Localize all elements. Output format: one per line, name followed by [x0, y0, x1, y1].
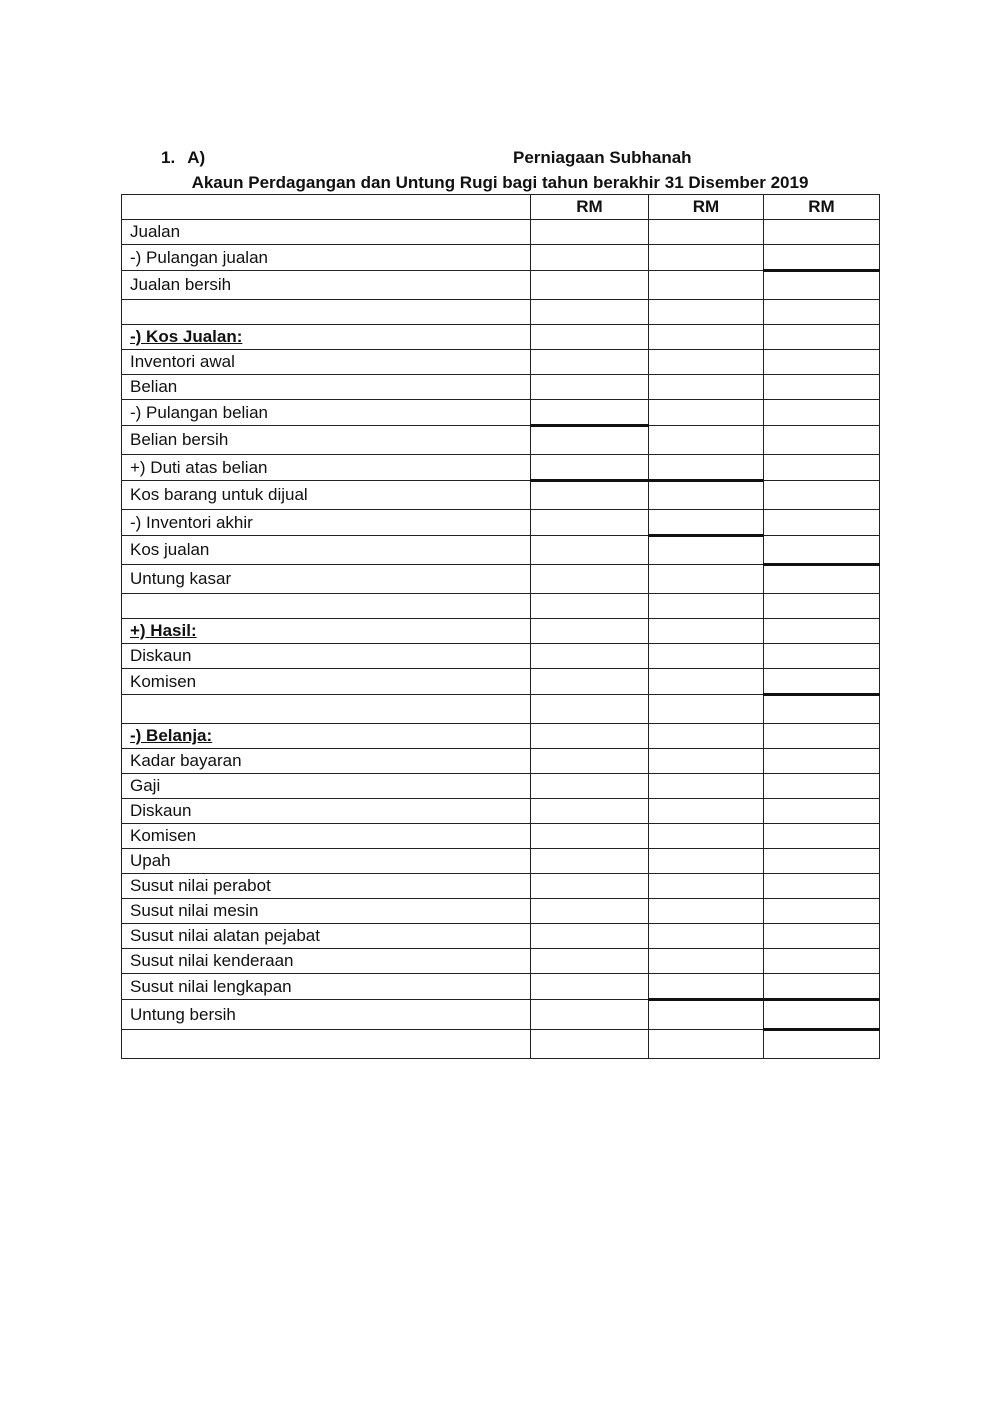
amount-cell[interactable]	[531, 245, 649, 271]
amount-cell[interactable]	[649, 220, 764, 245]
amount-cell[interactable]	[531, 849, 649, 874]
amount-cell[interactable]	[649, 594, 764, 619]
row-label: -) Pulangan belian	[122, 400, 531, 426]
amount-cell[interactable]	[764, 874, 880, 899]
amount-cell[interactable]	[764, 774, 880, 799]
table-row	[122, 400, 880, 426]
section-heading	[122, 325, 531, 350]
row-label: Jualan	[122, 220, 531, 245]
amount-cell[interactable]	[531, 565, 649, 594]
row-label: Untung bersih	[122, 1000, 531, 1030]
amount-cell[interactable]	[531, 949, 649, 974]
row-label: Susut nilai lengkapan	[122, 974, 531, 1000]
table-row	[122, 271, 880, 300]
amount-cell[interactable]	[531, 695, 649, 724]
amount-cell[interactable]	[649, 724, 764, 749]
amount-cell[interactable]	[764, 220, 880, 245]
question-number	[161, 148, 205, 168]
amount-cell[interactable]	[764, 536, 880, 565]
amount-cell[interactable]	[764, 924, 880, 949]
amount-cell[interactable]	[649, 426, 764, 455]
section-heading-label: -) Kos Jualan:	[130, 327, 243, 346]
amount-cell[interactable]	[531, 325, 649, 350]
amount-cell[interactable]	[531, 824, 649, 849]
row-label: Belian	[122, 375, 531, 400]
amount-cell[interactable]	[764, 695, 880, 724]
row-label: Untung kasar	[122, 565, 531, 594]
amount-cell[interactable]	[764, 245, 880, 271]
table-row	[122, 350, 880, 375]
row-label	[122, 1030, 531, 1059]
table-row	[122, 375, 880, 400]
amount-cell[interactable]	[531, 300, 649, 325]
row-label: Komisen	[122, 669, 531, 695]
amount-cell[interactable]	[764, 271, 880, 300]
row-label: Gaji	[122, 774, 531, 799]
question-part-label: A)	[187, 148, 206, 167]
row-label: Inventori awal	[122, 350, 531, 375]
amount-cell[interactable]	[764, 594, 880, 619]
amount-cell[interactable]	[764, 565, 880, 594]
amount-cell[interactable]	[764, 426, 880, 455]
header-row	[122, 195, 880, 220]
amount-cell[interactable]	[531, 271, 649, 300]
table-row	[122, 1000, 880, 1030]
table-row	[122, 481, 880, 510]
header-cell-rm-3: RM	[764, 195, 880, 220]
amount-cell[interactable]	[764, 899, 880, 924]
table-row	[122, 220, 880, 245]
amount-cell[interactable]	[764, 974, 880, 1000]
amount-cell[interactable]	[531, 749, 649, 774]
section-heading-label: -) Belanja:	[130, 726, 213, 745]
row-label: Komisen	[122, 824, 531, 849]
amount-cell[interactable]	[764, 400, 880, 426]
amount-cell[interactable]	[531, 375, 649, 400]
amount-cell[interactable]	[649, 874, 764, 899]
amount-cell[interactable]	[764, 1000, 880, 1030]
table-row	[122, 899, 880, 924]
amount-cell[interactable]	[531, 536, 649, 565]
amount-cell[interactable]	[764, 949, 880, 974]
amount-cell[interactable]	[649, 899, 764, 924]
amount-cell[interactable]	[531, 1000, 649, 1030]
amount-cell[interactable]	[649, 824, 764, 849]
amount-cell[interactable]	[649, 375, 764, 400]
row-label: Susut nilai perabot	[122, 874, 531, 899]
amount-cell[interactable]	[649, 1000, 764, 1030]
row-label: Diskaun	[122, 644, 531, 669]
amount-cell[interactable]	[649, 300, 764, 325]
table-row	[122, 594, 880, 619]
amount-cell[interactable]	[764, 300, 880, 325]
question-number-label: 1.	[161, 148, 176, 167]
table-row	[122, 824, 880, 849]
amount-cell[interactable]	[531, 481, 649, 510]
amount-cell[interactable]	[649, 245, 764, 271]
amount-cell[interactable]	[649, 271, 764, 300]
amount-cell[interactable]	[764, 669, 880, 695]
row-label: Diskaun	[122, 799, 531, 824]
amount-cell[interactable]	[764, 1030, 880, 1059]
amount-cell[interactable]	[649, 695, 764, 724]
table-row	[122, 749, 880, 774]
amount-cell[interactable]	[764, 350, 880, 375]
table-row	[122, 974, 880, 1000]
statement-title: Akaun Perdagangan dan Untung Rugi bagi tahun berakhir 31 Disember 2019	[191, 173, 809, 192]
amount-cell[interactable]	[531, 1030, 649, 1059]
amount-cell[interactable]	[649, 644, 764, 669]
amount-cell[interactable]	[764, 724, 880, 749]
table-row	[122, 245, 880, 271]
amount-cell[interactable]	[649, 350, 764, 375]
table-row	[122, 949, 880, 974]
amount-cell[interactable]	[531, 455, 649, 481]
amount-cell[interactable]	[531, 350, 649, 375]
amount-cell[interactable]	[649, 400, 764, 426]
header-cell-rm-2: RM	[649, 195, 764, 220]
amount-cell[interactable]	[649, 1030, 764, 1059]
table-row	[122, 510, 880, 536]
amount-cell[interactable]	[531, 220, 649, 245]
header-cell-rm-1: RM	[531, 195, 649, 220]
row-label: Kadar bayaran	[122, 749, 531, 774]
amount-cell[interactable]	[649, 619, 764, 644]
ledger-table	[121, 194, 880, 1059]
row-label: Kos barang untuk dijual	[122, 481, 531, 510]
amount-cell[interactable]	[764, 619, 880, 644]
table-row	[122, 619, 880, 644]
amount-cell[interactable]	[649, 974, 764, 1000]
row-label: Upah	[122, 849, 531, 874]
table-row	[122, 669, 880, 695]
table-row	[122, 565, 880, 594]
section-heading	[122, 724, 531, 749]
table-row	[122, 874, 880, 899]
amount-cell[interactable]	[649, 510, 764, 536]
amount-cell[interactable]	[764, 510, 880, 536]
amount-cell[interactable]	[764, 455, 880, 481]
amount-cell[interactable]	[649, 774, 764, 799]
table-row	[122, 644, 880, 669]
table-row	[122, 426, 880, 455]
amount-cell[interactable]	[531, 400, 649, 426]
amount-cell[interactable]	[764, 481, 880, 510]
amount-cell[interactable]	[649, 799, 764, 824]
table-row	[122, 300, 880, 325]
table-row	[122, 455, 880, 481]
table-row	[122, 536, 880, 565]
amount-cell[interactable]	[531, 644, 649, 669]
amount-cell[interactable]	[531, 924, 649, 949]
amount-cell[interactable]	[649, 536, 764, 565]
amount-cell[interactable]	[764, 799, 880, 824]
amount-cell[interactable]	[531, 899, 649, 924]
amount-cell[interactable]	[531, 874, 649, 899]
row-label: -) Inventori akhir	[122, 510, 531, 536]
amount-cell[interactable]	[649, 949, 764, 974]
section-heading	[122, 619, 531, 644]
business-name: Perniagaan Subhanah	[513, 148, 692, 167]
amount-cell[interactable]	[531, 724, 649, 749]
amount-cell[interactable]	[531, 774, 649, 799]
row-label: +) Duti atas belian	[122, 455, 531, 481]
amount-cell[interactable]	[764, 749, 880, 774]
amount-cell[interactable]	[649, 924, 764, 949]
amount-cell[interactable]	[649, 669, 764, 695]
table-row	[122, 924, 880, 949]
row-label: Susut nilai mesin	[122, 899, 531, 924]
amount-cell[interactable]	[649, 849, 764, 874]
table-row	[122, 849, 880, 874]
amount-cell[interactable]	[531, 426, 649, 455]
amount-cell[interactable]	[649, 325, 764, 350]
table-row	[122, 695, 880, 724]
row-label	[122, 300, 531, 325]
amount-cell[interactable]	[649, 455, 764, 481]
amount-cell[interactable]	[649, 481, 764, 510]
table-row	[122, 799, 880, 824]
row-label: Jualan bersih	[122, 271, 531, 300]
amount-cell[interactable]	[531, 619, 649, 644]
amount-cell[interactable]	[649, 749, 764, 774]
section-heading-label: +) Hasil:	[130, 621, 197, 640]
amount-cell[interactable]	[764, 849, 880, 874]
amount-cell[interactable]	[531, 594, 649, 619]
amount-cell[interactable]	[531, 974, 649, 1000]
row-label	[122, 695, 531, 724]
table-row	[122, 774, 880, 799]
amount-cell[interactable]	[764, 375, 880, 400]
row-label: Kos jualan	[122, 536, 531, 565]
amount-cell[interactable]	[649, 565, 764, 594]
amount-cell[interactable]	[531, 799, 649, 824]
amount-cell[interactable]	[764, 644, 880, 669]
amount-cell[interactable]	[531, 669, 649, 695]
row-label: Susut nilai alatan pejabat	[122, 924, 531, 949]
table-row	[122, 724, 880, 749]
amount-cell[interactable]	[764, 824, 880, 849]
row-label: -) Pulangan jualan	[122, 245, 531, 271]
amount-cell[interactable]	[531, 510, 649, 536]
amount-cell[interactable]	[764, 325, 880, 350]
row-label	[122, 594, 531, 619]
table-row	[122, 325, 880, 350]
row-label: Belian bersih	[122, 426, 531, 455]
header-cell-description	[122, 195, 531, 220]
table-row	[122, 1030, 880, 1059]
row-label: Susut nilai kenderaan	[122, 949, 531, 974]
